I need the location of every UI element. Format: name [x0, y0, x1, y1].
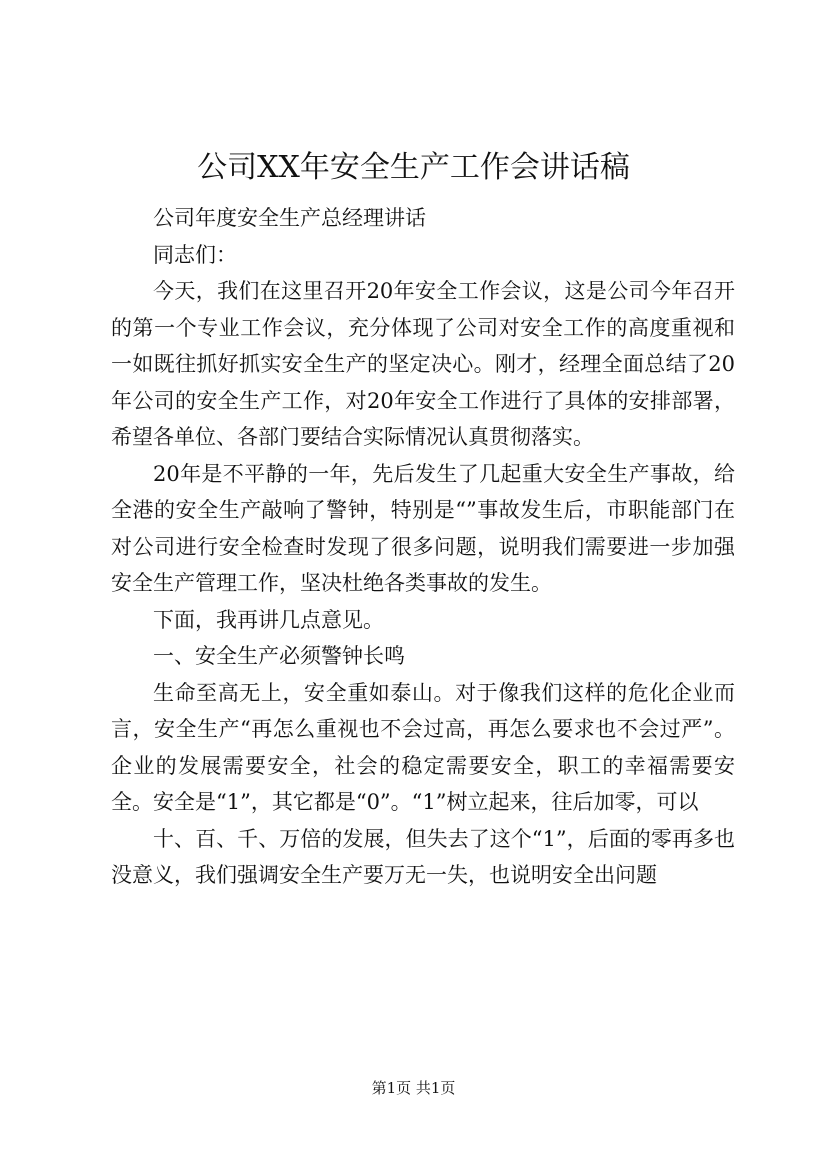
body-paragraph: 今天，我们在这里召开20年安全工作会议，这是公司今年召开的第一个专业工作会议，充分体现了公司对安全工作的高度重视和一如既往抓好抓实安全生产的坚定决心。刚才，经理全面总结了20年公司的安全生产工作，对20年安全工作进行了具体的安排部署，希望各单位、各部门要结合实际情况认真贯彻落实。: [111, 279, 735, 449]
body-paragraph: 20年是不平静的一年，先后发生了几起重大安全生产事故，给全港的安全生产敲响了警钟，特别是“”事故发生后，市职能部门在对公司进行安全检查时发现了很多问题，说明我们需要进一步加强安全生产管理工作，坚决杜绝各类事故的发生。: [111, 461, 735, 595]
body-paragraph: 下面，我再讲几点意见。: [153, 607, 384, 632]
section-heading: 一、安全生产必须警钟长鸣: [153, 644, 405, 668]
page-number-footer: 第1页 共1页: [371, 1079, 456, 1097]
document-title: 公司XX年安全生产工作会讲话稿: [197, 150, 630, 185]
body-paragraph: 十、百、千、万倍的发展，但失去了这个“1”，后面的零再多也没意义，我们强调安全生产要万无一失，也说明安全出问题: [111, 826, 735, 887]
body-paragraph: 生命至高无上，安全重如泰山。对于像我们这样的危化企业而言，安全生产“再怎么重视也不会过高，再怎么要求也不会过严”。企业的发展需要安全，社会的稳定需要安全，职工的幸福需要安全。安全是“1”，其它都是“0”。“1”树立起来，往后加零，可以: [111, 680, 735, 814]
document-body: [111, 200, 735, 894]
subtitle-paragraph: 公司年度安全生产总经理讲话: [153, 206, 426, 230]
salutation-paragraph: 同志们：: [153, 242, 237, 267]
